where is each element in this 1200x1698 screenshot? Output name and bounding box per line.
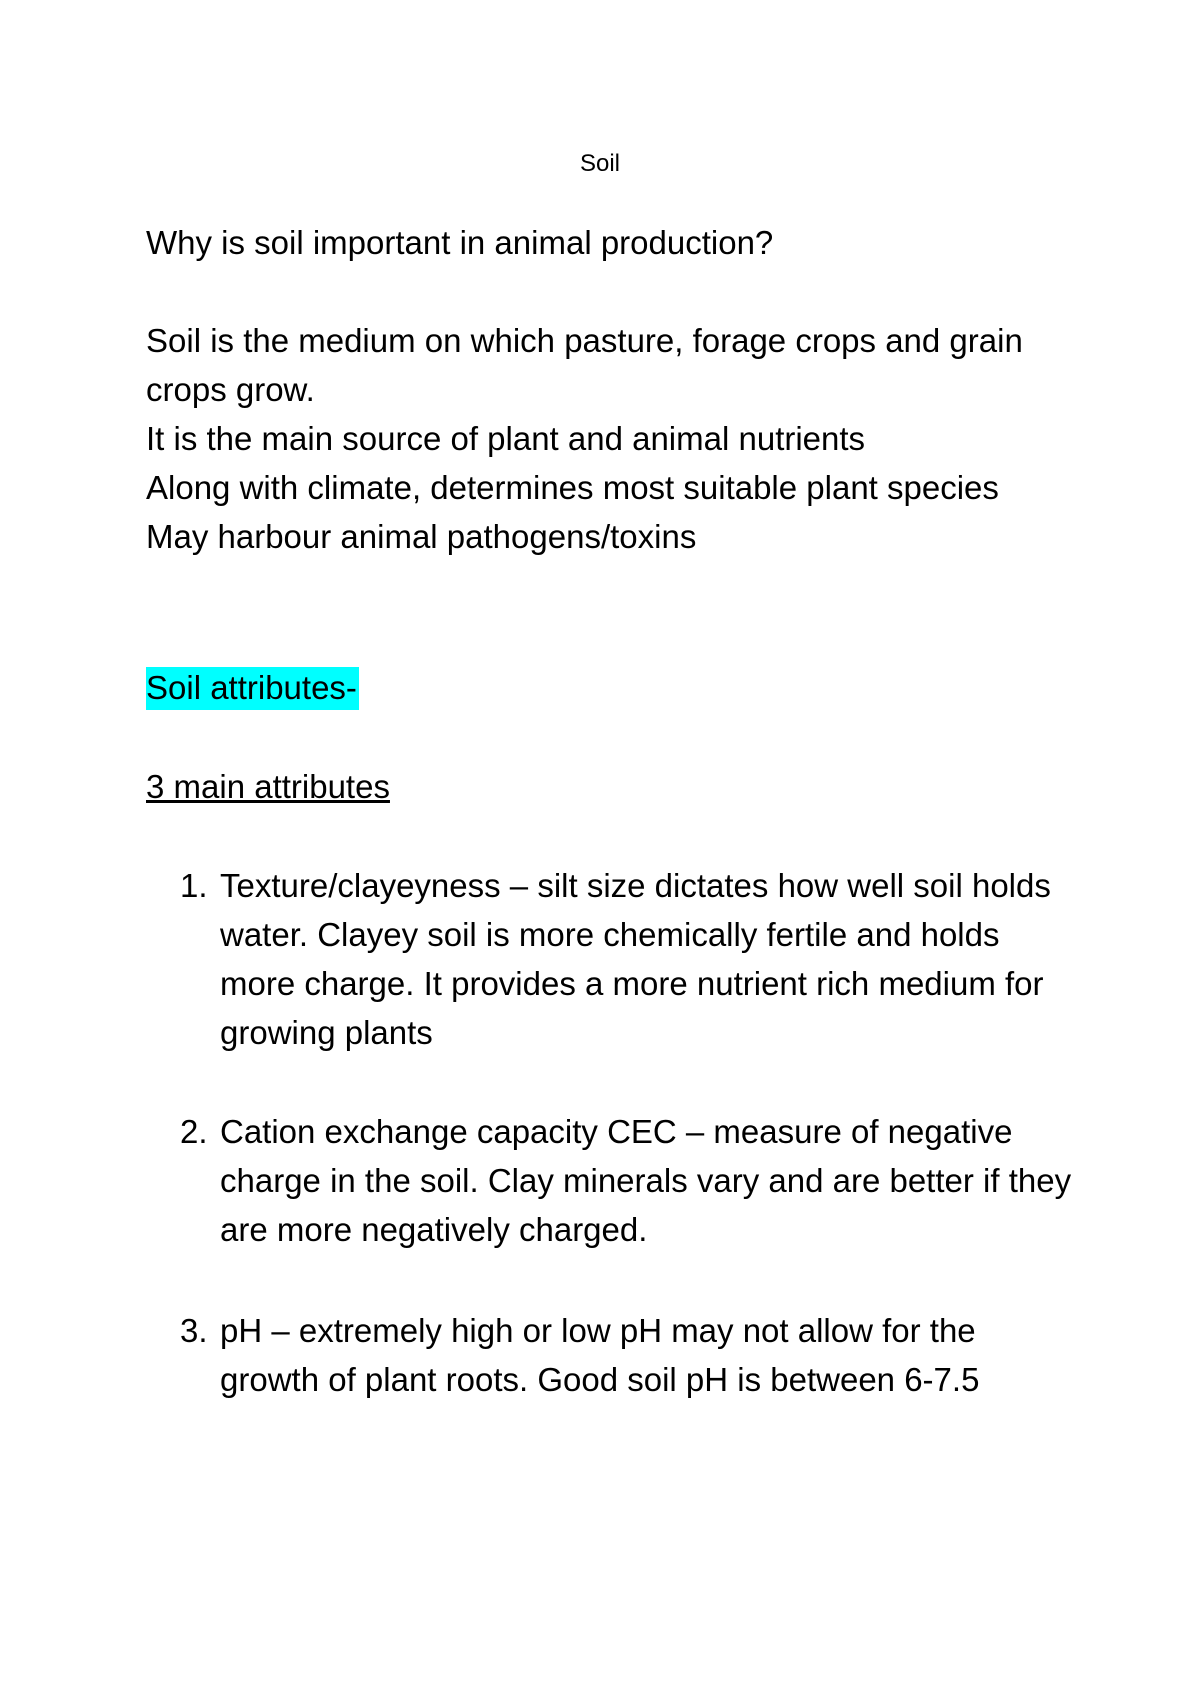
intro-line: Along with climate, determines most suitable plant species bbox=[146, 469, 999, 506]
attributes-heading-block bbox=[146, 663, 1076, 712]
intro-paragraph bbox=[146, 316, 1076, 561]
intro-line: May harbour animal pathogens/toxins bbox=[146, 518, 697, 555]
list-item-text: pH – extremely high or low pH may not allow for the growth of plant roots. Good soil pH is between 6-7.5 bbox=[220, 1312, 980, 1398]
intro-line: Soil is the medium on which pasture, forage crops and grain crops grow. bbox=[146, 322, 1023, 408]
list-item-text: Cation exchange capacity CEC – measure of negative charge in the soil. Clay minerals vary and are better if they are more negatively charged. bbox=[220, 1113, 1072, 1248]
intro-line: It is the main source of plant and animal nutrients bbox=[146, 420, 866, 457]
list-item bbox=[180, 861, 1080, 1057]
list-item-number: 3. bbox=[180, 1312, 208, 1349]
list-item bbox=[180, 1306, 1080, 1404]
list-item-text: Texture/clayeyness – silt size dictates how well soil holds water. Clayey soil is more chemically fertile and holds more charge. It provides a more nutrient rich medium for growing plants bbox=[220, 867, 1051, 1051]
page-header-title: Soil bbox=[579, 150, 621, 177]
list-item bbox=[180, 1107, 1080, 1254]
main-attributes-heading-block bbox=[146, 762, 1076, 811]
question-heading: Why is soil important in animal production? bbox=[146, 224, 774, 261]
list-item-number: 1. bbox=[180, 867, 208, 904]
highlighted-attributes-heading: Soil attributes- bbox=[146, 667, 359, 710]
main-attributes-heading: 3 main attributes bbox=[146, 768, 390, 805]
list-item-number: 2. bbox=[180, 1113, 208, 1150]
